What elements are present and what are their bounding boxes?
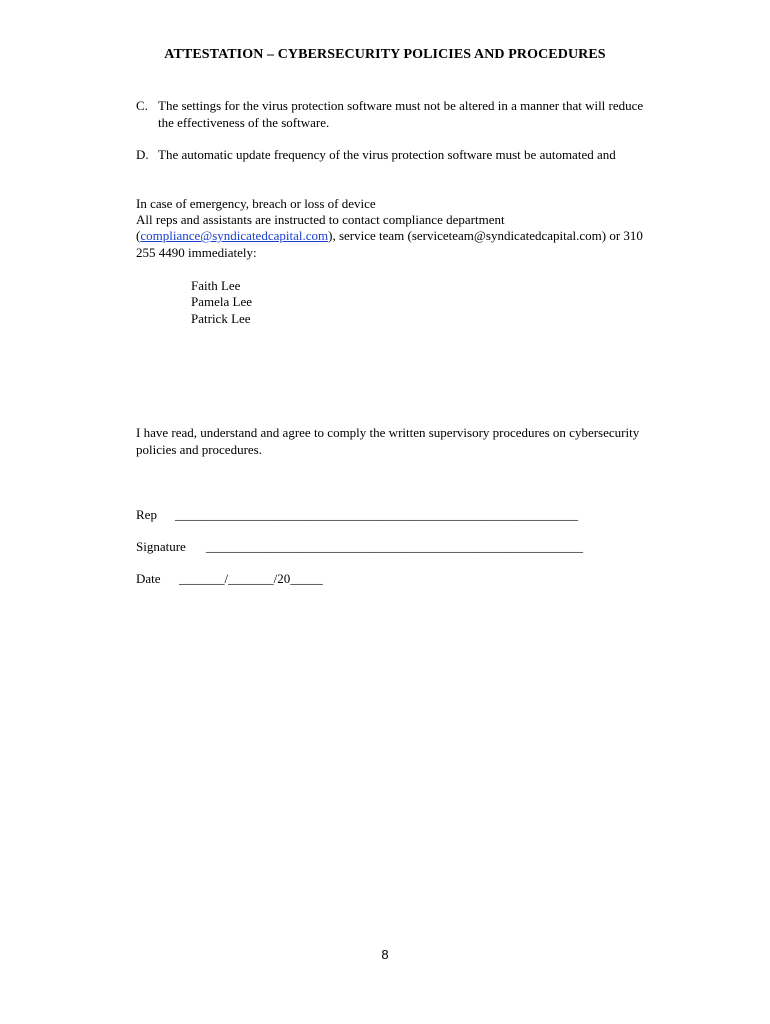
date-field-line[interactable]: _______/_______/20_____ [179,571,323,586]
agreement-line-1: I have read, understand and agree to comply the written supervisory procedures on cybersecurity [136,425,640,440]
agreement-line-2: policies and procedures. [136,442,262,457]
item-d-marker: D. [136,147,149,162]
contact-name: Patrick Lee [191,311,251,326]
emergency-line-2-rest: ), service team (serviceteam@syndicatedcapital.com) or 310 [328,228,643,243]
date-label: Date [136,571,161,586]
signature-label: Signature [136,539,186,554]
signature-field-line[interactable]: __________________________________________________________ [206,539,583,554]
item-d-line-1: The automatic update frequency of the virus protection software must be automated and [158,147,616,162]
item-c-line-1: The settings for the virus protection software must not be altered in a manner that will reduce [158,98,644,113]
emergency-line-2 [136,228,643,245]
page-title: ATTESTATION – CYBERSECURITY POLICIES AND PROCEDURES [164,47,606,62]
item-c-marker: C. [136,98,148,113]
rep-label: Rep [136,507,157,522]
emergency-line-3: 255 4490 immediately: [136,245,257,260]
contact-name: Faith Lee [191,278,241,293]
rep-field-line[interactable]: ______________________________________________________________ [175,507,578,522]
emergency-heading: In case of emergency, breach or loss of device [136,196,376,211]
emergency-line-1: All reps and assistants are instructed to contact compliance department [136,212,505,227]
compliance-email-link[interactable]: compliance@syndicatedcapital.com [140,228,329,243]
open-paren: ( [136,228,141,243]
contact-name: Pamela Lee [191,294,252,309]
page-number: 8 [381,947,389,962]
item-c-line-2: the effectiveness of the software. [158,115,330,130]
